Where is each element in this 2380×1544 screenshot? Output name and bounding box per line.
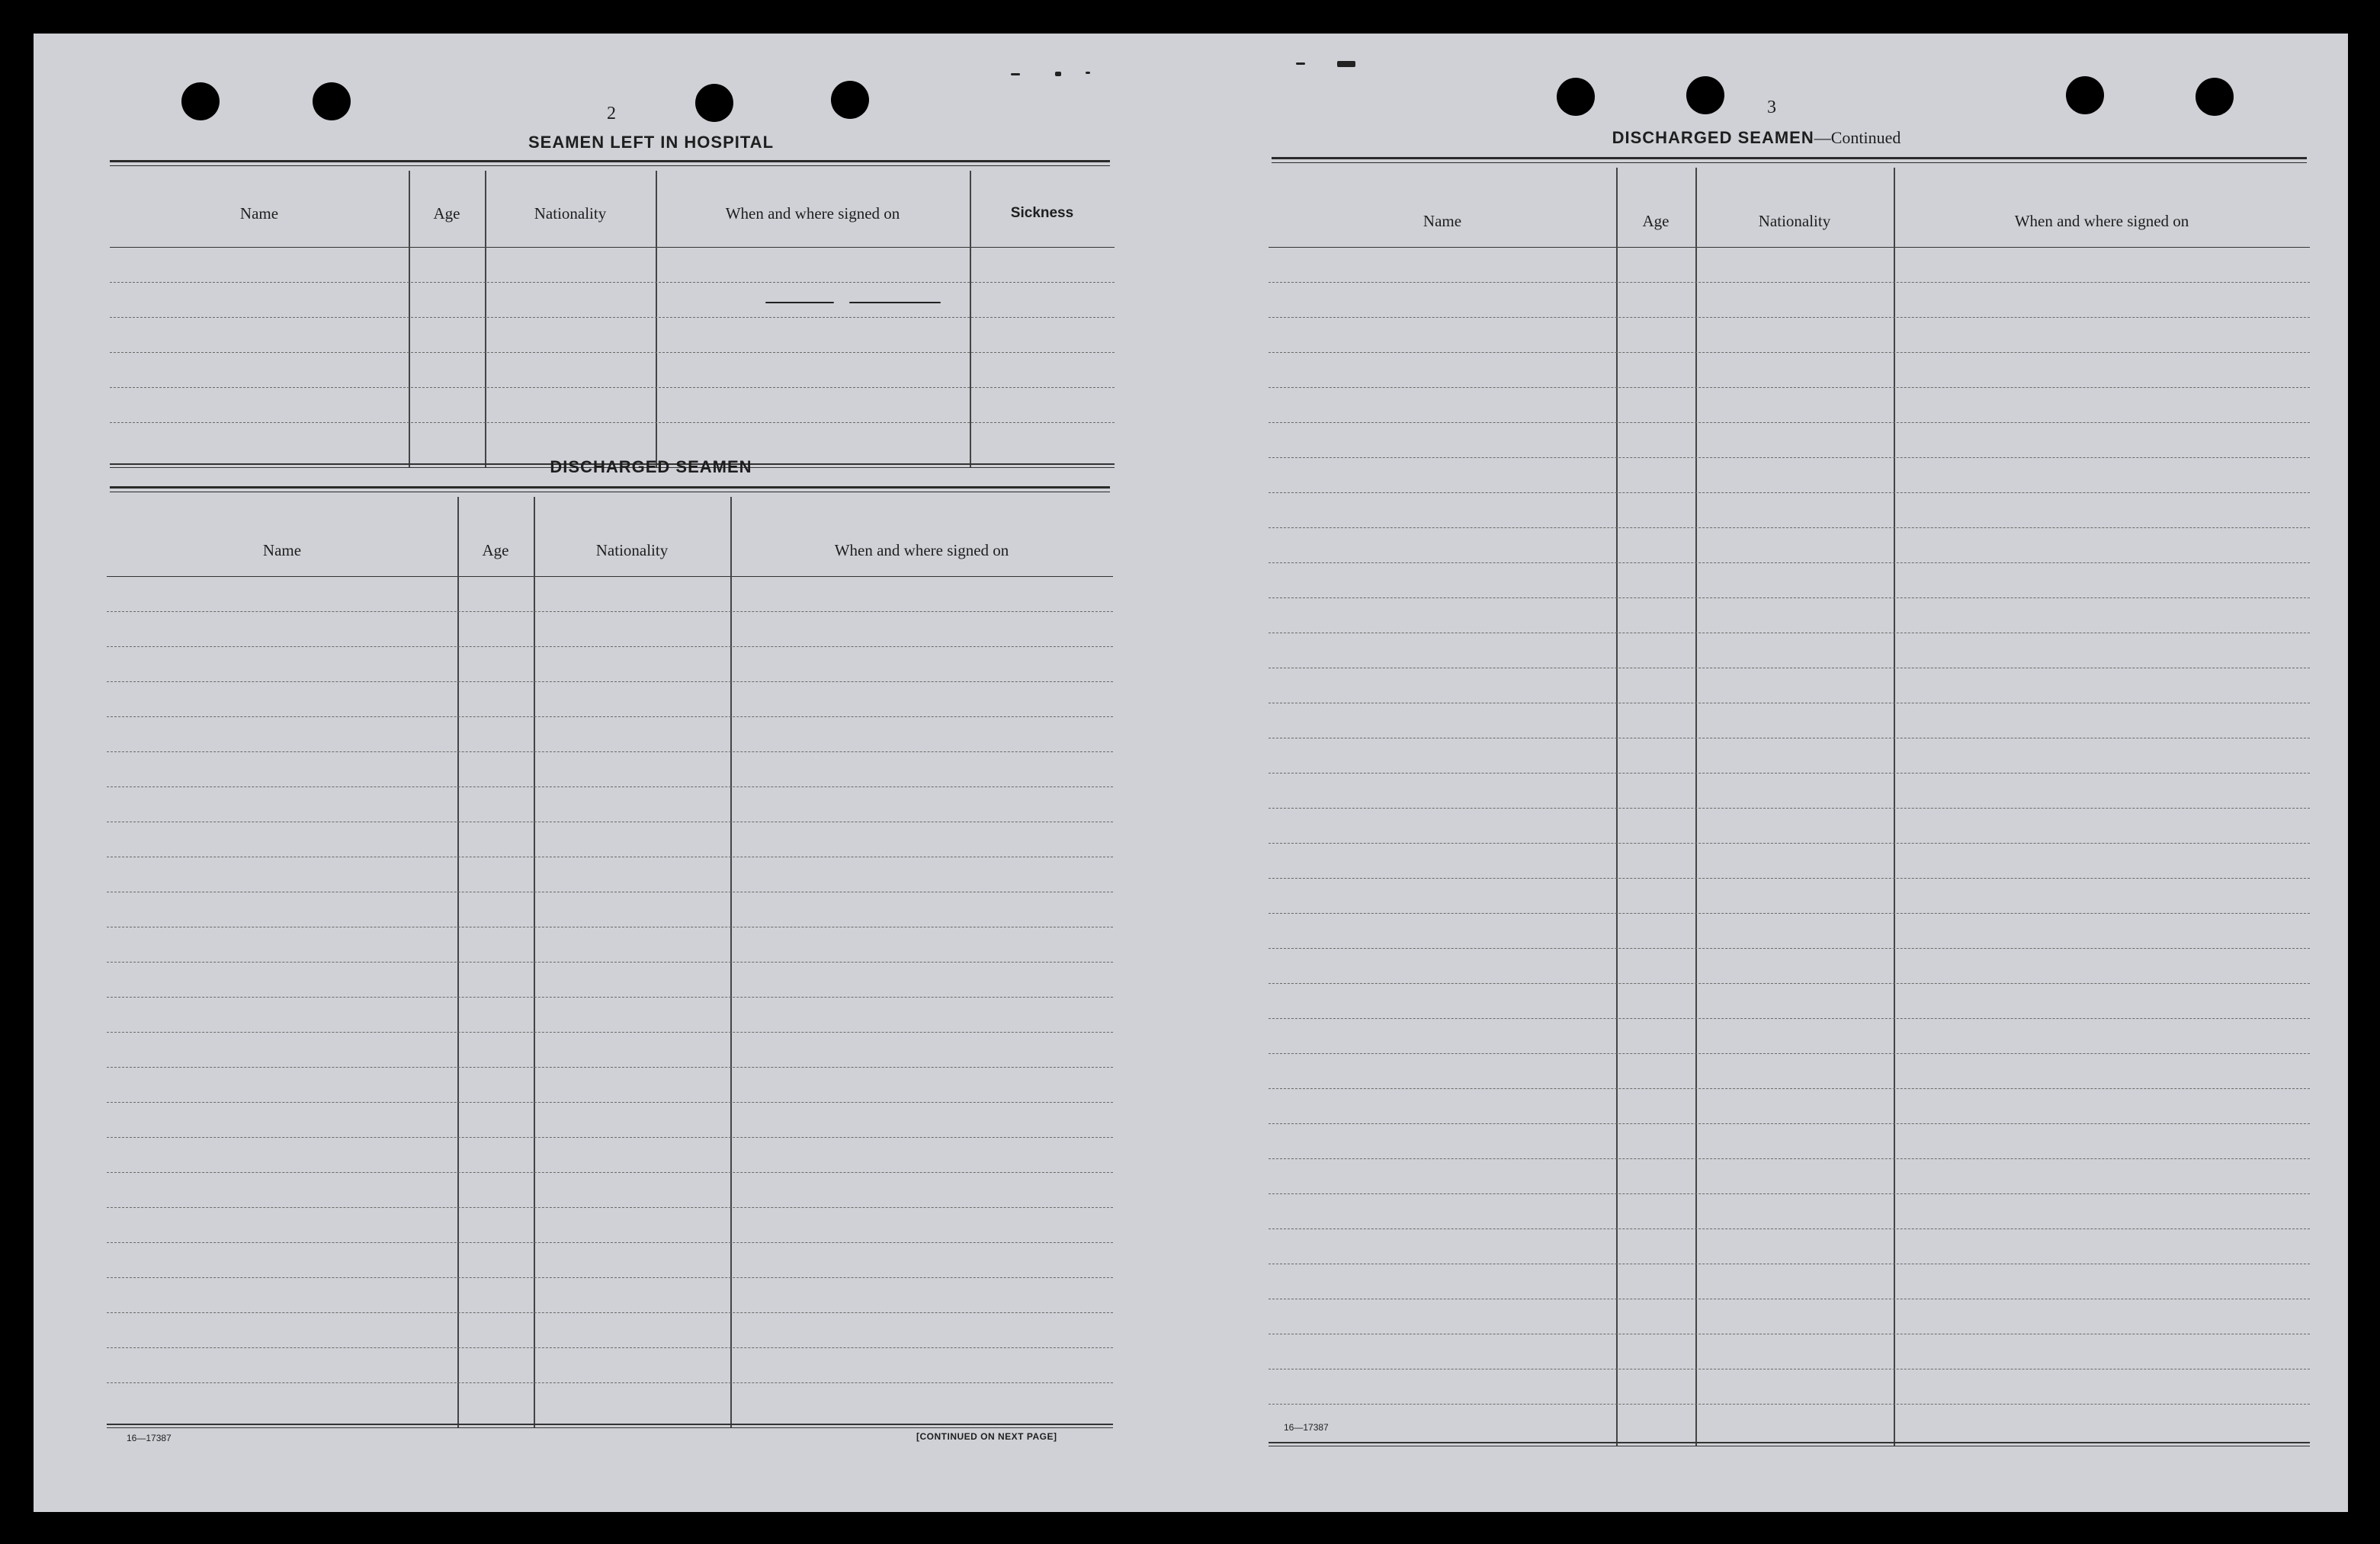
column-divider <box>730 497 732 1428</box>
hospital-section-title: SEAMEN LEFT IN HOSPITAL <box>528 133 775 152</box>
document-sheet <box>34 34 2348 1512</box>
table-row <box>1269 457 2310 458</box>
punch-hole <box>181 82 220 120</box>
discharged-table-left <box>107 497 1113 1428</box>
table-row <box>1269 597 2310 598</box>
table-row <box>1269 773 2310 774</box>
punch-hole <box>313 82 351 120</box>
table-row <box>1269 1018 2310 1019</box>
table-row <box>1269 1053 2310 1054</box>
table-row <box>1269 808 2310 809</box>
col-nationality: Nationality <box>595 541 669 559</box>
column-divider <box>409 171 410 468</box>
table-row <box>110 422 1115 423</box>
table-row <box>1269 387 2310 388</box>
table-row <box>107 786 1113 787</box>
table-row <box>107 751 1113 752</box>
table-row <box>1269 562 2310 563</box>
table-row <box>1269 317 2310 318</box>
col-name: Name <box>239 204 279 223</box>
table-row <box>1269 843 2310 844</box>
column-divider <box>970 171 971 468</box>
table-row <box>107 1277 1113 1278</box>
table-row <box>107 1137 1113 1138</box>
table-row <box>1269 983 2310 984</box>
table-row <box>1269 352 2310 353</box>
ink-mark <box>849 302 941 303</box>
punch-hole <box>831 81 869 119</box>
ink-mark <box>1055 72 1061 76</box>
col-age: Age <box>482 541 509 559</box>
discharged-top-rule <box>110 486 1110 492</box>
right-header-border <box>1269 168 2310 248</box>
table-row <box>107 1312 1113 1313</box>
form-number-right: 16—17387 <box>1284 1422 1329 1433</box>
column-divider <box>534 497 535 1428</box>
table-row <box>1269 948 2310 949</box>
table-row <box>110 352 1115 353</box>
discharged-header-border <box>107 497 1113 577</box>
table-row <box>1269 527 2310 528</box>
page-number-right: 3 <box>1767 98 1776 117</box>
table-row <box>110 317 1115 318</box>
table-row <box>107 681 1113 682</box>
col-name: Name <box>262 541 302 559</box>
col-signed-on: When and where signed on <box>725 204 900 223</box>
table-row <box>110 387 1115 388</box>
punch-hole <box>695 84 733 122</box>
punch-hole <box>1557 78 1595 116</box>
right-top-rule <box>1272 157 2307 163</box>
table-row <box>107 1172 1113 1173</box>
table-row <box>1269 1193 2310 1194</box>
table-row <box>107 1347 1113 1348</box>
hospital-top-rule <box>110 160 1110 166</box>
form-number-left: 16—17387 <box>127 1433 172 1443</box>
col-signed-on: When and where signed on <box>2014 212 2189 230</box>
punch-hole <box>2196 78 2234 116</box>
table-row <box>110 282 1115 283</box>
table-row <box>107 1102 1113 1103</box>
col-signed-on: When and where signed on <box>834 541 1009 559</box>
table-row <box>107 1207 1113 1208</box>
table-row <box>107 1382 1113 1383</box>
punch-hole <box>1686 76 1724 114</box>
table-row <box>107 646 1113 647</box>
table-row <box>107 1242 1113 1243</box>
hospital-table <box>110 171 1115 468</box>
table-row <box>1269 1404 2310 1405</box>
table-row <box>107 716 1113 717</box>
table-row <box>1269 1088 2310 1089</box>
continued-note: [CONTINUED ON NEXT PAGE] <box>916 1431 1057 1442</box>
table-row <box>1269 1123 2310 1124</box>
col-age: Age <box>1642 212 1670 230</box>
table-row <box>1269 282 2310 283</box>
table-row <box>107 611 1113 612</box>
table-row <box>1269 878 2310 879</box>
ink-mark <box>1086 72 1090 74</box>
table-row <box>1269 1158 2310 1159</box>
col-sickness: Sickness <box>1010 205 1074 221</box>
table-row <box>107 962 1113 963</box>
table-row <box>107 1032 1113 1033</box>
page-number-left: 2 <box>607 104 616 123</box>
discharged-table-right <box>1269 168 2310 1446</box>
column-divider <box>1894 168 1895 1446</box>
ink-mark <box>1337 61 1355 67</box>
punch-hole <box>2066 76 2104 114</box>
col-nationality: Nationality <box>534 204 607 223</box>
discharged-continued-title-main: DISCHARGED SEAMEN <box>1612 128 1814 147</box>
col-nationality: Nationality <box>1758 212 1831 230</box>
column-divider <box>1616 168 1618 1446</box>
continued-suffix: —Continued <box>1814 128 1901 147</box>
discharged-bottom-rule <box>107 1424 1113 1428</box>
table-row <box>1269 492 2310 493</box>
col-name: Name <box>1423 212 1462 230</box>
ink-mark <box>1296 62 1305 65</box>
ink-mark <box>1011 73 1020 75</box>
table-row <box>107 997 1113 998</box>
table-row <box>1269 422 2310 423</box>
hospital-header-border <box>110 171 1115 248</box>
col-age: Age <box>433 204 460 223</box>
column-divider <box>656 171 657 468</box>
discharged-section-title: DISCHARGED SEAMEN <box>550 457 752 476</box>
right-bottom-rule <box>1269 1442 2310 1446</box>
discharged-continued-title <box>1459 128 2054 148</box>
column-divider <box>1695 168 1697 1446</box>
column-divider <box>457 497 459 1428</box>
table-row <box>1269 1228 2310 1229</box>
table-row <box>1269 913 2310 914</box>
ink-mark <box>765 302 834 303</box>
column-divider <box>485 171 486 468</box>
table-row <box>107 1067 1113 1068</box>
